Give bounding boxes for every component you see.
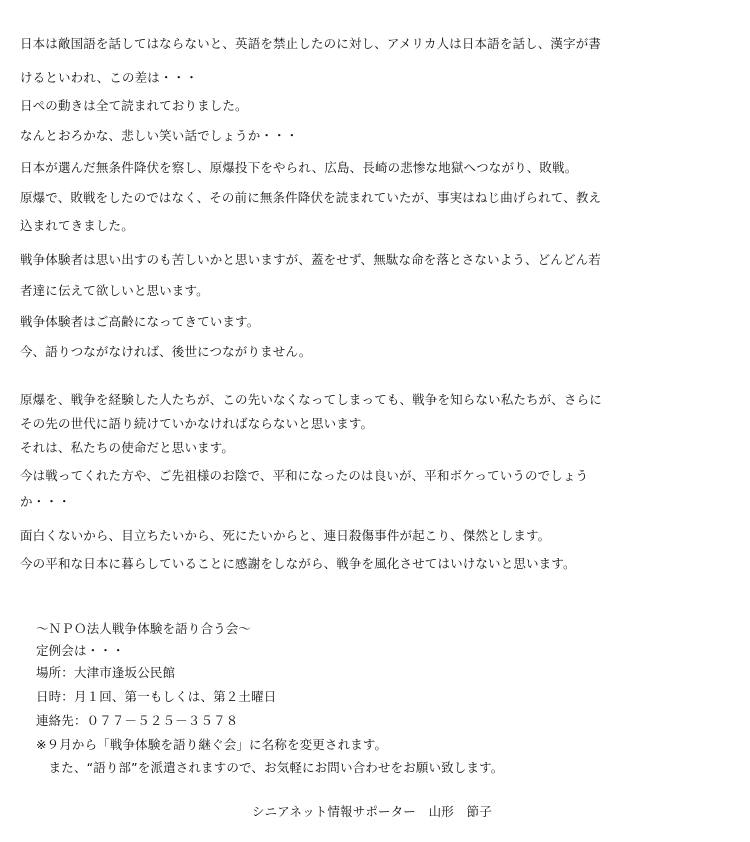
body-line: 日本が選んだ無条件降伏を察し、原爆投下をやられ、広島、長崎の悲惨な地獄へつながり、敗戦。 xyxy=(20,160,578,175)
body-line: 戦争体験者はご高齢になってきています。 xyxy=(20,314,260,329)
body-line: 原爆を、戦争を経験した人たちが、この先いなくなってしまっても、戦争を知らない私たちが、さらに xyxy=(20,392,602,407)
body-line: 込まれてきました。 xyxy=(20,218,134,233)
contact-line: 連絡先：０７７－５２５－３５７８ xyxy=(36,713,239,728)
body-line: その先の世代に語り続けていかなければならないと思います。 xyxy=(20,416,374,431)
schedule-line: 日時：月１回、第一もしくは、第２土曜日 xyxy=(36,689,277,704)
body-line: それは、私たちの使命だと思います。 xyxy=(20,440,235,455)
body-line: けるといわれ、この差は・・・ xyxy=(20,70,198,85)
info-line: 定例会は・・・ xyxy=(36,643,125,658)
body-line: 今は戦ってくれた方や、ご先祖様のお陰で、平和になったのは良いが、平和ボケっていうのでしょう xyxy=(20,468,589,483)
body-line: 原爆で、敗戦をしたのではなく、その前に無条件降伏を読まれていたが、事実はねじ曲げられて、教え xyxy=(20,190,602,205)
body-line: か・・・ xyxy=(20,494,71,509)
body-line: 今、語りつながなければ、後世につながりません。 xyxy=(20,344,312,359)
body-line: 今の平和な日本に暮らしていることに感謝をしながら、戦争を風化させてはいけないと思います。 xyxy=(20,556,576,571)
body-line: 者達に伝えて欲しいと思います。 xyxy=(20,283,209,298)
body-line: 日ぺの動きは全て読まれておりました。 xyxy=(20,98,248,113)
notice-line: ※９月から「戦争体験を語り継ぐ会」に名称を変更されます。 xyxy=(36,737,388,752)
signature: シニアネット情報サポーター 山形 節子 xyxy=(252,804,492,819)
body-line: 日本は敵国語を話してはならないと、英語を禁止したのに対し、アメリカ人は日本語を話し、漢字が書 xyxy=(20,36,602,51)
venue-line: 場所：大津市逢坂公民館 xyxy=(36,665,176,680)
body-line: 面白くないから、目立ちたいから、死にたいからと、連日殺傷事件が起こり、傑然とします。 xyxy=(20,528,551,543)
body-line: なんとおろかな、悲しい笑い話でしょうか・・・ xyxy=(20,128,299,143)
body-line: 戦争体験者は思い出すのも苦しいかと思いますが、蓋をせず、無駄な命を落とさないよう、どんどん若 xyxy=(20,252,601,267)
association-title: ～ＮＰＯ法人戦争体験を語り合う会～ xyxy=(36,621,252,636)
notice-line: また、“語り部”を派遣されますので、お気軽にお問い合わせをお願い致します。 xyxy=(36,760,504,775)
